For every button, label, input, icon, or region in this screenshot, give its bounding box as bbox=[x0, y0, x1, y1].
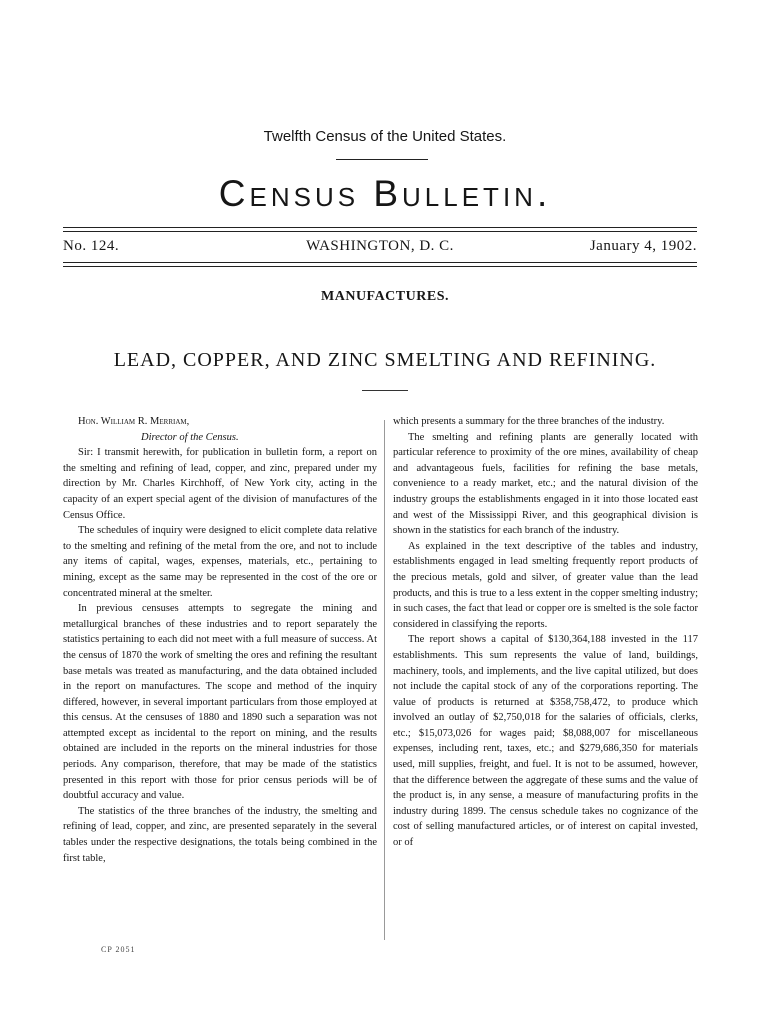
report-title: LEAD, COPPER, AND ZINC SMELTING AND REFINING. bbox=[113, 349, 657, 371]
paragraph: The smelting and refining plants are generally located with particular reference to proximity of the ore mines, availability of cheap and advantageous fuels, facilities for refining the base metals, convenience to a ready market, etc.; and the natural division of the industry groups the establishments engaged in it into those located east and west of the Mississippi River, and this geographical division is shown in the statistics for each branch of the industry. bbox=[393, 431, 698, 537]
title-rule bbox=[336, 159, 428, 160]
right-column bbox=[393, 414, 698, 851]
bulletin-number: No. 124. bbox=[63, 238, 120, 254]
dateline-date: January 4, 1902. bbox=[589, 238, 697, 254]
dateline-place: WASHINGTON, D. C. bbox=[306, 238, 454, 254]
salutation: Hon. William R. Merriam, bbox=[78, 416, 190, 427]
paragraph: The report shows a capital of $130,364,188 invested in the 117 establishments. This sum represents the value of land, buildings, machinery, tools, and implements, and the live capital utilized, but does not include the capital stock of any of the corporations reporting. The value of products is returned at $358,758,472, to produce which involved an outlay of $2,750,018 for the salaries of officials, clerks, etc.; $15,073,026 for wages paid; $8,088,007 for miscellaneous expenses, including rent, taxes, etc.; and $279,686,350 for materials used, mill supplies, freight, and fuel. It is not to be assumed, however, that the difference between the aggregate of these sums and the value of the product is, in any sense, a measure of manufacturing profits in the industry during 1899. The census schedule takes no cognizance of the cost of selling manufactured articles, or of interest on capital invested, or of bbox=[393, 634, 698, 849]
section-heading: MANUFACTURES. bbox=[321, 289, 449, 304]
printer-mark: CP 2051 bbox=[101, 945, 136, 954]
paragraph: In previous censuses attempts to segregate the mining and metallurgical branches of these industries and to report separately the statistics pertaining to each did not meet with a full measure of success. At the census of 1870 the work of smelting the ores and refining the resultant base metals was treated as manufacturing, and the data obtained included in the report on manufactures. The scope and method of the inquiry differed, however, in several important particulars from those employed at this census. At the censuses of 1880 and 1890 such a separation was not attempted except as incidental to the report on mining, and the results obtained are included in the reports on the mineral industries for those periods. Any comparison, therefore, that may be made of the statistics presented in this report with those for prior census periods will be of doubtful accuracy and value. bbox=[63, 603, 377, 802]
masthead-rule-bottom bbox=[63, 262, 697, 267]
paragraph: Sir: I transmit herewith, for publication in bulletin form, a report on the smelting and refining of lead, copper, and zinc, prepared under my direction by Mr. Charles Kirchhoff, of New York city, acting in the capacity of an expert special agent of the division of manufactures of the Census Office. bbox=[63, 447, 377, 521]
title-ornament-rule bbox=[362, 390, 408, 391]
masthead bbox=[63, 238, 697, 258]
paragraph-continued: which presents a summary for the three branches of the industry. bbox=[393, 416, 665, 427]
paragraph: The schedules of inquiry were designed to elicit complete data relative to the smelting and refining of the metal from the ore, and not to include any items of capital, wages, expenses, materials, etc., pertaining to mining, except as the same may be represented in the cost of the ore or concentrated mineral at the smelter. bbox=[63, 525, 377, 599]
masthead-rule-top bbox=[63, 227, 697, 232]
paragraph: As explained in the text descriptive of the tables and industry, establishments engaged in lead smelting frequently report products of the precious metals, gold and silver, of greater value than the lead products, and this is true to a less extent in the copper smelting industry; in such cases, the fact that lead or copper ore is smelted is the sole factor considered in classifying the reports. bbox=[393, 540, 698, 630]
left-column bbox=[63, 414, 377, 866]
column-divider bbox=[384, 420, 385, 940]
addressee-title: Director of the Census. bbox=[141, 431, 239, 443]
paragraph: The statistics of the three branches of the industry, the smelting and refining of lead, copper, and zinc, are presented separately in the several tables under the respective designations, the totals being combined in the first table, bbox=[63, 805, 377, 864]
bulletin-title: Census Bulletin. bbox=[218, 173, 552, 214]
census-supertitle: Twelfth Census of the United States. bbox=[263, 128, 507, 145]
